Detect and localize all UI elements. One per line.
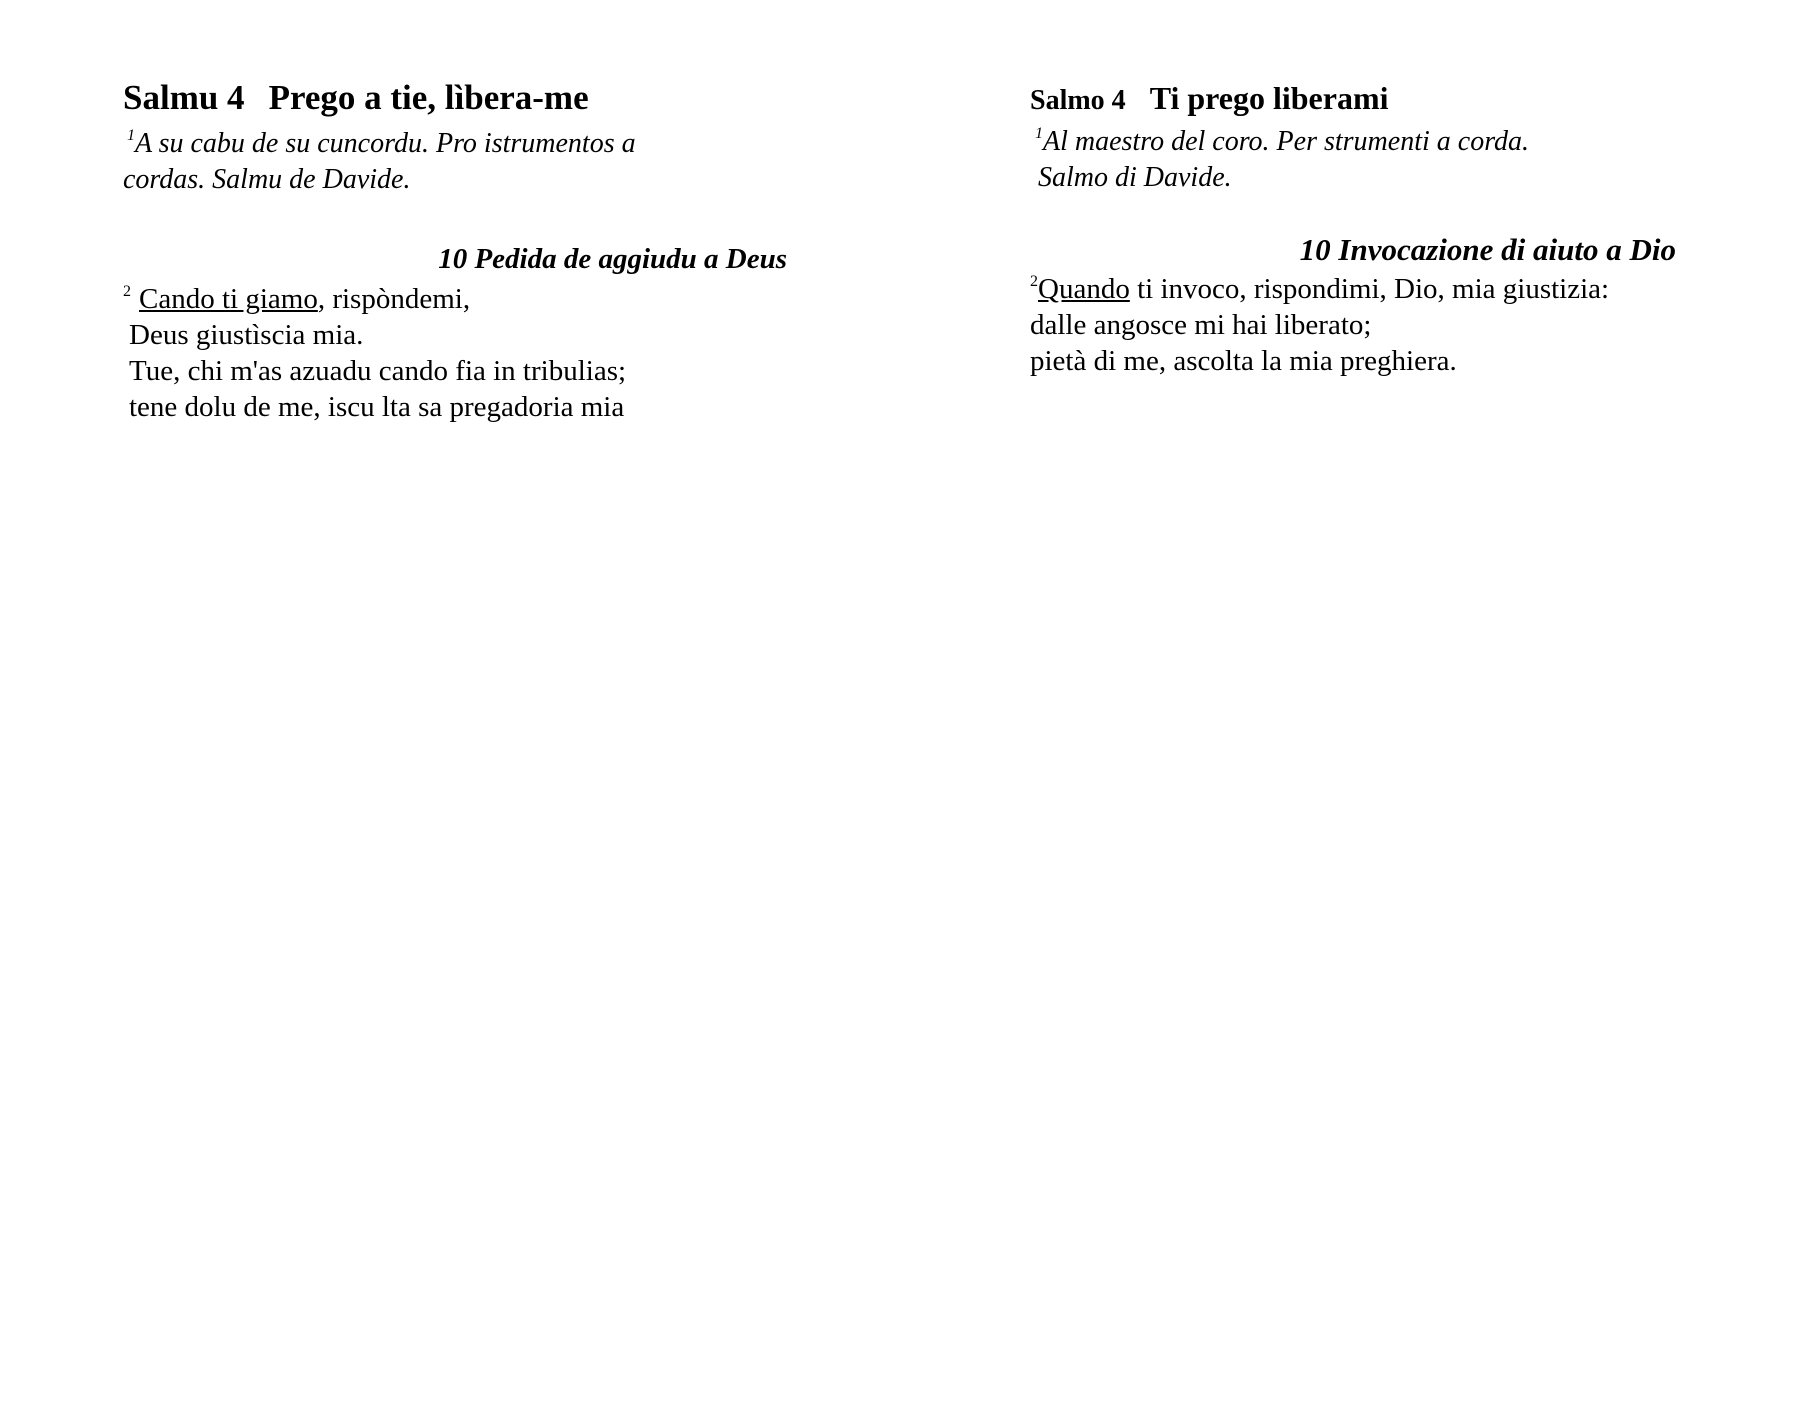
psalm-superscription [123, 126, 636, 198]
superscription-line: cordas. Salmu de Davide. [123, 164, 411, 195]
psalm-number: Salmo 4 [1030, 85, 1126, 116]
verse-number: 2 [1030, 273, 1038, 290]
section-heading: 10 Pedida de aggiudu a Deus [438, 243, 787, 275]
psalm-name: Ti prego liberami [1149, 80, 1389, 116]
verse-line: $^2$ Cando ti giamo, rispòndemi, [123, 283, 471, 315]
verse-number: 1 [1035, 125, 1043, 142]
superscription-line: $^1$Al maestro del coro. Per strumenti a corda. [1035, 125, 1530, 157]
verse-block [123, 281, 626, 425]
underlined-phrase: Cando ti giamo [139, 283, 318, 315]
psalm-superscription [1030, 124, 1529, 196]
verse-line: pietà di me, ascolta la mia preghiera. [1030, 345, 1457, 377]
superscription-line: Salmo di Davide. [1038, 162, 1232, 193]
psalm-title-sardinian [123, 78, 589, 118]
verse-line: tene dolu de me, iscu lta sa pregadoria mia [129, 391, 625, 423]
verse-line: Tue, chi m'as azuadu cando fia in tribulias; [129, 355, 627, 387]
verse-line: $^2$Quando ti invoco, rispondimi, Dio, mia giustizia: [1030, 273, 1610, 305]
verse-line: Deus giustìscia mia. [129, 319, 364, 351]
verse-number: 2 [123, 283, 131, 300]
psalm-number: Salmu 4 [123, 78, 245, 117]
underlined-phrase: Quando [1038, 273, 1130, 305]
verse-line: dalle angosce mi hai liberato; [1030, 309, 1372, 341]
psalm-name: Prego a tie, lìbera-me [268, 78, 589, 117]
psalm-title-italian [1030, 80, 1389, 117]
section-heading: 10 Invocazione di aiuto a Dio [1299, 232, 1676, 267]
superscription-line: $^1$A su cabu de su cuncordu. Pro istrumentos a [127, 127, 636, 159]
verse-block [1030, 271, 1609, 379]
verse-number: 1 [127, 127, 135, 144]
